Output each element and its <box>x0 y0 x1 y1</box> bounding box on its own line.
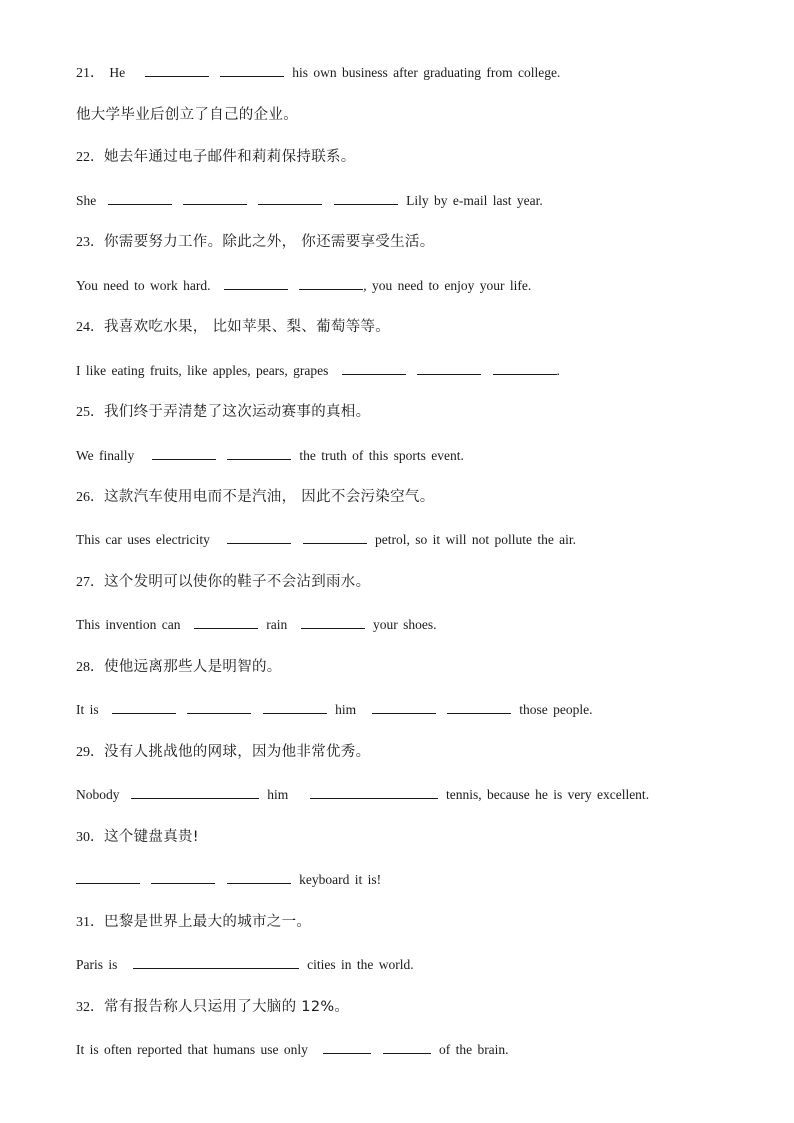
question-29-text-b: him <box>267 787 289 802</box>
question-31-chinese <box>76 913 311 932</box>
question-28-number: 28． <box>76 660 104 675</box>
question-21-chinese: 他大学毕业后创立了自己的企业。 <box>76 107 298 123</box>
question-29-english <box>76 786 649 804</box>
blank-25-2[interactable] <box>227 447 291 460</box>
question-24-text-a: I like eating fruits, like apples, pears, grapes <box>76 363 329 378</box>
blank-29-1[interactable] <box>131 786 259 799</box>
question-27-english <box>76 616 436 634</box>
question-22-text-b: Lily by e-mail last year. <box>406 193 543 208</box>
blank-28-2[interactable] <box>187 701 251 714</box>
question-25-text-b: the truth of this sports event. <box>299 448 464 463</box>
question-28-text-a: It is <box>76 702 99 717</box>
question-23-number: 23． <box>76 235 104 250</box>
question-21-text-b: his own business after graduating from college. <box>292 65 561 80</box>
question-27-text-c: your shoes. <box>372 617 437 632</box>
blank-29-2[interactable] <box>310 786 438 799</box>
blank-28-4[interactable] <box>372 701 436 714</box>
blank-25-1[interactable] <box>152 447 216 460</box>
blank-32-1[interactable] <box>323 1041 371 1054</box>
blank-22-1[interactable] <box>108 192 172 205</box>
question-26-prompt: 这款汽车使用电而不是汽油， 因此不会污染空气。 <box>104 489 435 505</box>
question-29-prompt: 没有人挑战他的网球，因为他非常优秀。 <box>104 744 371 760</box>
question-32-prompt: 常有报告称人只运用了大脑的 12%。 <box>104 999 350 1015</box>
question-29-text-a: Nobody <box>76 787 120 802</box>
question-32-chinese <box>76 998 349 1017</box>
question-24-chinese <box>76 318 390 337</box>
question-30-text-a: keyboard it is! <box>299 872 382 887</box>
question-29-chinese <box>76 743 370 762</box>
question-22-text-a: She <box>76 193 97 208</box>
question-27-number: 27． <box>76 575 104 590</box>
question-25-chinese <box>76 403 370 422</box>
question-24-english <box>76 362 560 380</box>
blank-26-1[interactable] <box>227 531 291 544</box>
question-32-text-b: of the brain. <box>438 1042 509 1057</box>
question-27-text-a: This invention can <box>76 617 181 632</box>
blank-28-1[interactable] <box>112 701 176 714</box>
question-31-text-a: Paris is <box>76 957 118 972</box>
blank-24-1[interactable] <box>342 362 406 375</box>
question-30-prompt: 这个键盘真贵! <box>104 829 199 845</box>
question-28-prompt: 使他远离那些人是明智的。 <box>104 659 282 675</box>
blank-28-3[interactable] <box>263 701 327 714</box>
question-27-text-b: rain <box>266 617 288 632</box>
question-28-text-b: him <box>335 702 357 717</box>
question-21-text-a: He <box>109 65 126 80</box>
question-29-number: 29． <box>76 745 104 760</box>
question-30-number: 30． <box>76 830 104 845</box>
blank-26-2[interactable] <box>303 531 367 544</box>
question-26-text-b: petrol, so it will not pollute the air. <box>374 532 577 547</box>
question-24-text-b: . <box>556 363 560 378</box>
question-28-text-c: those people. <box>519 702 593 717</box>
question-26-chinese <box>76 488 435 507</box>
question-22-prompt: 她去年通过电子邮件和莉莉保持联系。 <box>104 149 356 165</box>
question-28-chinese <box>76 658 282 677</box>
question-25-prompt: 我们终于弄清楚了这次运动赛事的真相。 <box>104 404 371 420</box>
question-23-text-a: You need to work hard. <box>76 278 211 293</box>
question-31-english <box>76 956 414 974</box>
blank-31-1[interactable] <box>133 956 299 969</box>
blank-24-3[interactable] <box>493 362 557 375</box>
question-26-text-a: This car uses electricity <box>76 532 210 547</box>
question-24-prompt: 我喜欢吃水果， 比如苹果、梨、葡萄等等。 <box>104 319 391 335</box>
blank-23-2[interactable] <box>299 277 363 290</box>
question-25-number: 25． <box>76 405 104 420</box>
question-32-number: 32． <box>76 1000 104 1015</box>
blank-32-2[interactable] <box>383 1041 431 1054</box>
question-31-number: 31． <box>76 915 104 930</box>
blank-22-3[interactable] <box>258 192 322 205</box>
question-27-chinese <box>76 573 370 592</box>
question-21-number: 21． <box>76 66 104 81</box>
question-30-chinese <box>76 828 199 847</box>
question-23-english <box>76 277 531 295</box>
question-22-english <box>76 192 543 210</box>
question-30-english <box>76 871 381 889</box>
question-29-text-c: tennis, because he is very excellent. <box>446 787 650 802</box>
blank-21-2[interactable] <box>220 64 284 77</box>
blank-21-1[interactable] <box>145 64 209 77</box>
question-32-text-a: It is often reported that humans use only <box>76 1042 308 1057</box>
question-27-prompt: 这个发明可以使你的鞋子不会沾到雨水。 <box>104 574 371 590</box>
blank-30-1[interactable] <box>76 871 140 884</box>
question-31-text-b: cities in the world. <box>307 957 414 972</box>
question-25-text-a: We finally <box>76 448 135 463</box>
question-22-number: 22． <box>76 150 104 165</box>
question-26-english <box>76 531 576 549</box>
question-28-english <box>76 701 593 719</box>
blank-23-1[interactable] <box>224 277 288 290</box>
blank-27-1[interactable] <box>194 616 258 629</box>
question-21-english <box>76 64 560 83</box>
blank-27-2[interactable] <box>301 616 365 629</box>
question-25-english <box>76 447 464 465</box>
question-23-prompt: 你需要努力工作。除此之外， 你还需要享受生活。 <box>104 234 435 250</box>
question-24-number: 24． <box>76 320 104 335</box>
question-31-prompt: 巴黎是世界上最大的城市之一。 <box>104 914 312 930</box>
blank-22-4[interactable] <box>334 192 398 205</box>
question-26-number: 26． <box>76 490 104 505</box>
question-22-chinese <box>76 148 356 167</box>
blank-22-2[interactable] <box>183 192 247 205</box>
question-32-english <box>76 1041 509 1059</box>
blank-30-3[interactable] <box>227 871 291 884</box>
blank-30-2[interactable] <box>151 871 215 884</box>
question-23-text-b: , you need to enjoy your life. <box>363 278 532 293</box>
question-23-chinese <box>76 233 435 252</box>
blank-24-2[interactable] <box>417 362 481 375</box>
blank-28-5[interactable] <box>447 701 511 714</box>
